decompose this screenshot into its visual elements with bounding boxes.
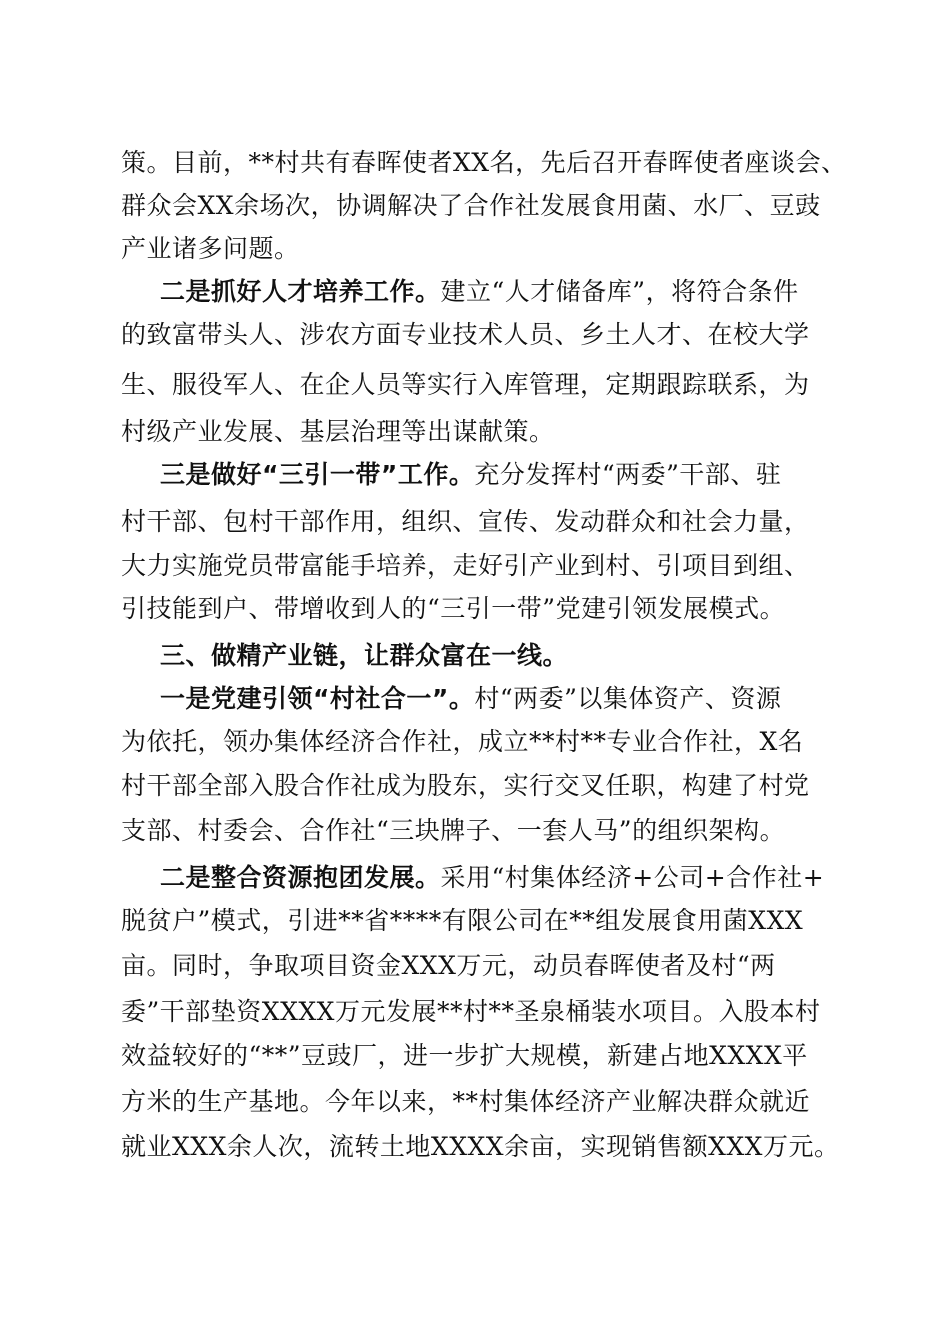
text-line: 委”干部垫资XXXX万元发展**村**圣泉桶装水项目。入股本村 xyxy=(121,997,821,1026)
paragraph-first-line xyxy=(160,455,832,495)
paragraph-lead: 三是做好“三引一带”工作。 xyxy=(160,460,475,489)
text-line: 策。目前，**村共有春晖使者XX名，先后召开春晖使者座谈会、 xyxy=(121,148,847,177)
text-line: 脱贫户”模式，引进**省****有限公司在**组发展食用菌XXX xyxy=(121,906,804,935)
paragraph-lead: 一是党建引领“村社合一”。 xyxy=(160,684,475,713)
paragraph-lead: 二是整合资源抱团发展。 xyxy=(160,863,441,892)
paragraph-lead: 二是抓好人才培养工作。 xyxy=(160,277,441,306)
paragraph-text: 村“两委”以集体资产、资源 xyxy=(474,684,782,713)
text-line: 亩。同时，争取项目资金XXX万元，动员春晖使者及村“两 xyxy=(121,951,776,980)
text-line: 为依托，领办集体经济合作社，成立**村**专业合作社，X名 xyxy=(121,727,804,756)
paragraph-text: 充分发挥村“两委”干部、驻 xyxy=(474,460,782,489)
text-line: 大力实施党员带富能手培养，走好引产业到村、引项目到组、 xyxy=(121,551,810,580)
text-line: 村干部、包村干部作用，组织、宣传、发动群众和社会力量， xyxy=(121,507,810,536)
text-line: 就业XXX余人次，流转土地XXXX余亩，实现销售额XXX万元。 xyxy=(121,1132,840,1161)
paragraph-first-line xyxy=(160,858,832,898)
text-line: 产业诸多问题。 xyxy=(121,234,300,263)
text-line: 支部、村委会、合作社“三块牌子、一套人马”的组织架构。 xyxy=(121,816,786,845)
text-line: 效益较好的“**”豆豉厂，进一步扩大规模，新建占地XXXX平 xyxy=(121,1041,808,1070)
text-line: 生、服役军人、在企人员等实行入库管理，定期跟踪联系，为 xyxy=(121,370,810,399)
text-line: 方米的生产基地。今年以来，**村集体经济产业解决群众就近 xyxy=(121,1087,811,1116)
paragraph-text: 采用“村集体经济+公司+合作社+ xyxy=(440,863,825,892)
paragraph-first-line xyxy=(160,272,832,312)
paragraph-text: 建立“人才储备库”，将符合条件 xyxy=(440,277,799,306)
text-line: 群众会XX余场次，协调解决了合作社发展食用菌、水厂、豆豉 xyxy=(121,191,821,220)
text-line: 村级产业发展、基层治理等出谋献策。 xyxy=(121,417,555,446)
text-line: 引技能到户、带增收到人的“三引一带”党建引领发展模式。 xyxy=(121,594,786,623)
paragraph-first-line xyxy=(160,679,832,719)
text-line: 村干部全部入股合作社成为股东，实行交叉任职，构建了村党 xyxy=(121,771,810,800)
section-heading: 三、做精产业链，让群众富在一线。 xyxy=(160,641,569,670)
text-line: 的致富带头人、涉农方面专业技术人员、乡土人才、在校大学 xyxy=(121,320,810,349)
